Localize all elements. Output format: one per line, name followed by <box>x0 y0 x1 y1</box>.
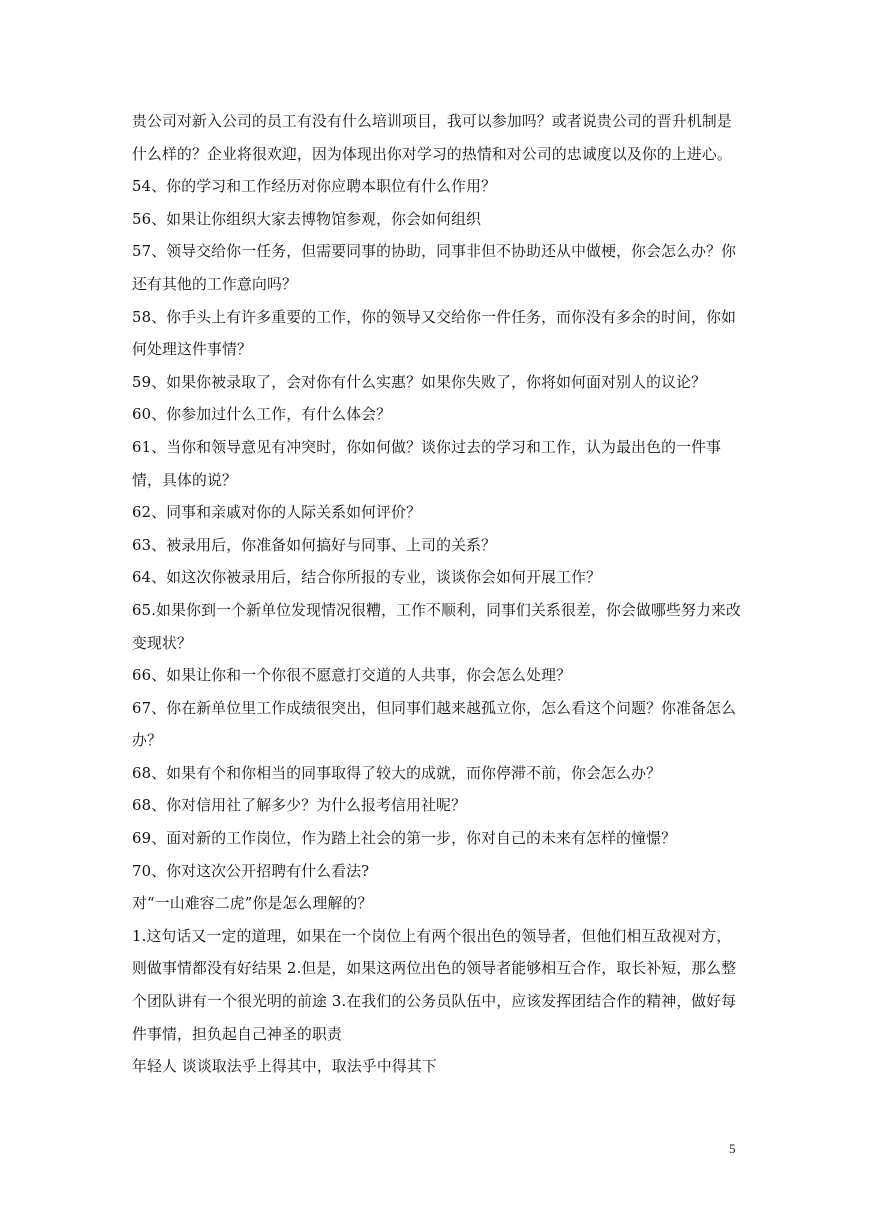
question-young-people: 年轻人 谈谈取法乎上得其中，取法乎中得其下 <box>132 1058 437 1076</box>
question-61: 61、当你和领导意见有冲突时，你如何做？谈你过去的学习和工作，认为最出色的一件事情，具体的说？ <box>132 438 722 489</box>
question-two-tigers: 对“一山难容二虎”你是怎么理解的？ <box>132 895 373 913</box>
question-60: 60、你参加过什么工作，有什么体会？ <box>132 406 392 424</box>
question-54: 54、你的学习和工作经历对你应聘本职位有什么作用？ <box>132 178 497 196</box>
question-64: 64、如这次你被录用后，结合你所报的专业，谈谈你会如何开展工作？ <box>132 569 602 587</box>
question-59: 59、如果你被录取了，会对你有什么实惠？如果你失败了，你将如何面对别人的议论？ <box>132 373 707 391</box>
answer-two-tigers: 1.这句话又一定的道理，如果在一个岗位上有两个很出色的领导者，但他们相互敌视对方，则做事情都没有好结果 2.但是，如果这两位出色的领导者能够相互合作，取长补短，那么整个团队讲有一个很光明的前途 3.在我们的公务员队伍中，应该发挥团结合作的精神，做好每件事情，担负起自己神圣的职责 <box>132 927 737 1043</box>
paragraph-training-question: 贵公司对新入公司的员工有没有什么培训项目，我可以参加吗？或者说贵公司的晋升机制是什么样的？企业将很欢迎，因为体现出你对学习的热情和对公司的忠诚度以及你的上进心。 <box>132 113 732 163</box>
question-58: 58、你手头上有许多重要的工作，你的领导又交给你一件任务，而你没有多余的时间，你如何处理这件事情？ <box>132 308 737 359</box>
question-70: 70、你对这次公开招聘有什么看法? <box>132 862 370 880</box>
question-63: 63、被录用后，你准备如何搞好与同事、上司的关系？ <box>132 536 497 554</box>
page-number: 5 <box>729 1141 736 1156</box>
question-67: 67、你在新单位里工作成绩很突出，但同事们越来越孤立你，怎么看这个问题？你准备怎么办？ <box>132 699 737 750</box>
question-66: 66、如果让你和一个你很不愿意打交道的人共事，你会怎么处理？ <box>132 667 572 685</box>
question-69: 69、面对新的工作岗位，作为踏上社会的第一步，你对自己的未来有怎样的憧憬？ <box>132 830 677 848</box>
question-65: 65.如果你到一个新单位发现情况很糟，工作不顺利，同事们关系很差，你会做哪些努力来改变现状？ <box>132 601 742 652</box>
question-62: 62、同事和亲戚对你的人际关系如何评价？ <box>132 504 422 522</box>
question-68b: 68、你对信用社了解多少？为什么报考信用社呢？ <box>132 797 467 815</box>
question-56: 56、如果让你组织大家去博物馆参观，你会如何组织 <box>132 210 482 228</box>
document-body <box>132 106 742 1084</box>
question-57: 57、领导交给你一任务，但需要同事的协助，同事非但不协助还从中做梗，你会怎么办？你还有其他的工作意向吗？ <box>132 243 737 293</box>
question-68a: 68、如果有个和你相当的同事取得了较大的成就，而你停滞不前，你会怎么办？ <box>132 764 662 782</box>
